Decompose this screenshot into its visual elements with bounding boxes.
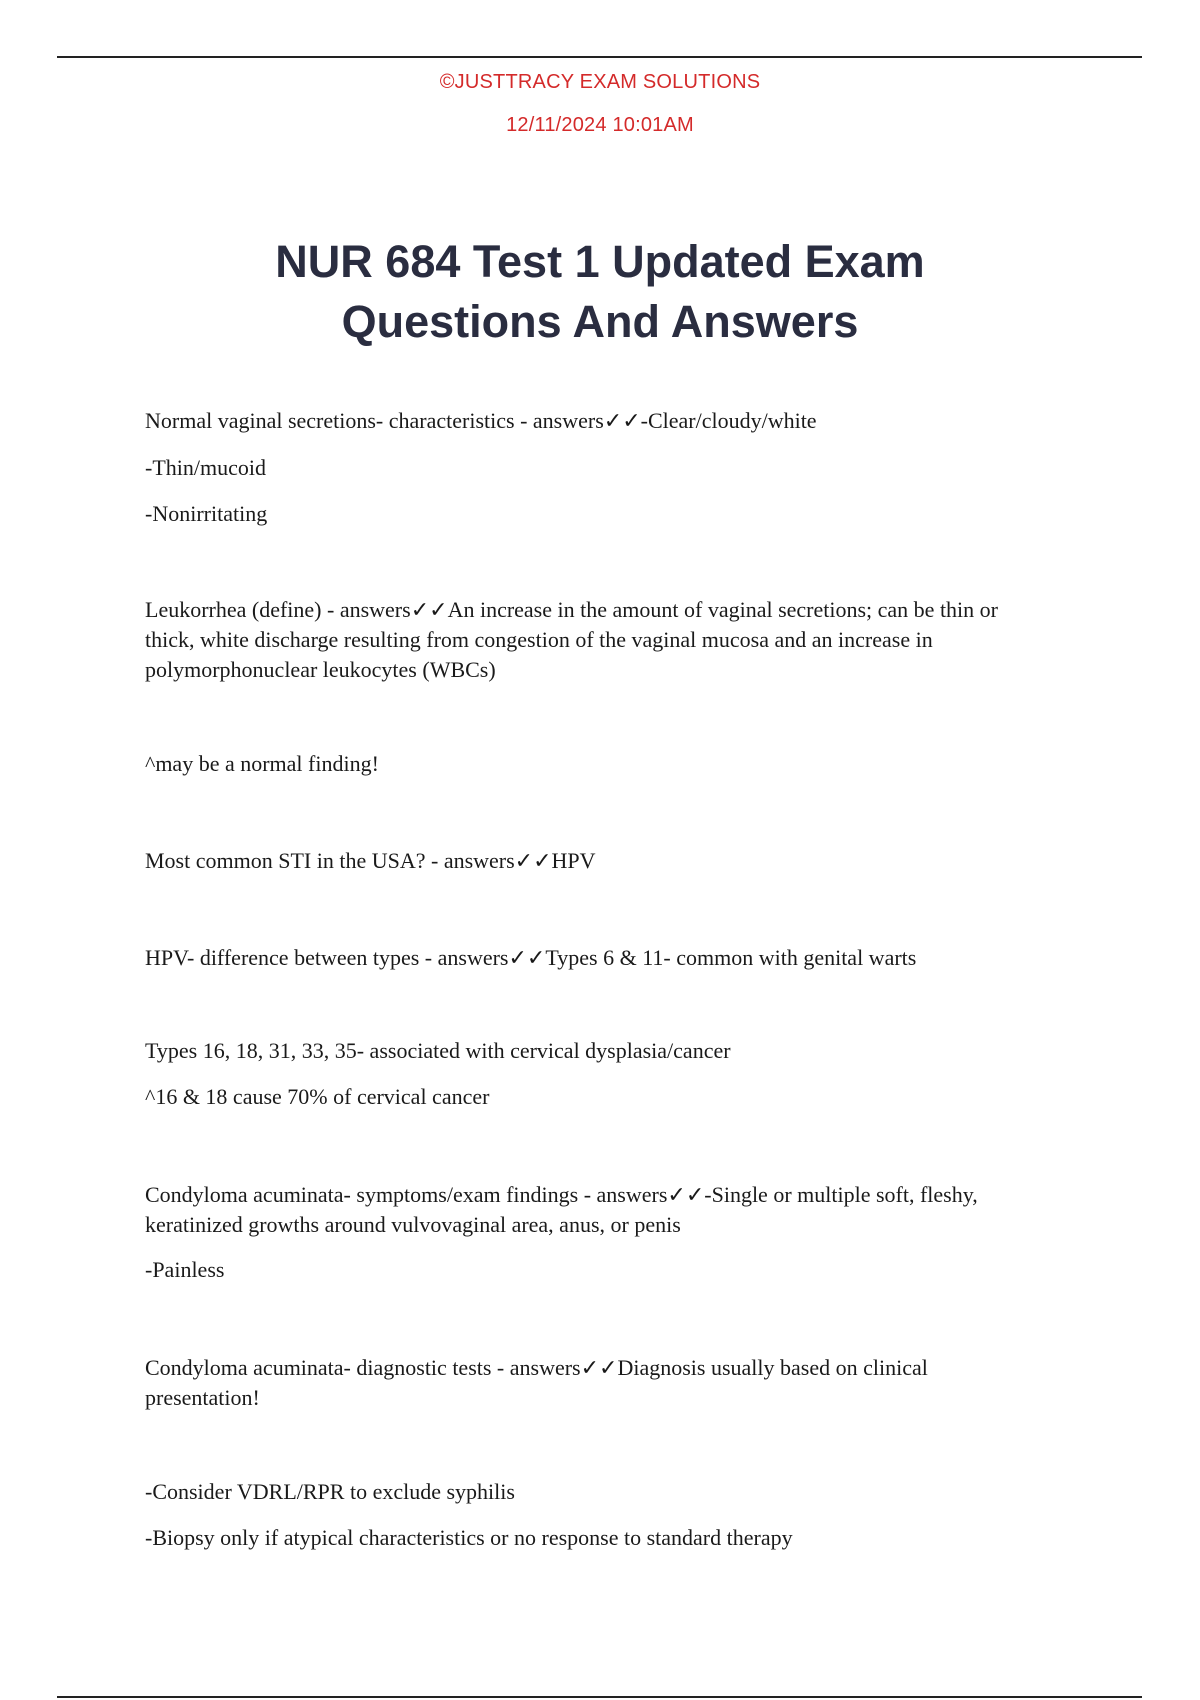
header-brand: ©JUSTTRACY EXAM SOLUTIONS <box>439 71 761 93</box>
answer-line-biopsy: -Biopsy only if atypical characteristics or no response to standard therapy <box>145 1525 793 1550</box>
answer-line-painless: -Painless <box>145 1257 225 1282</box>
header-timestamp: 12/11/2024 10:01AM <box>506 114 694 136</box>
qa-leukorrhea: Leukorrhea (define) - answers✓✓An increase in the amount of vaginal secretions; can be thin or thick, white discharge resulting from congestion of the vaginal mucosa and an increase in polymorphonuclear leukocytes (WBCs) <box>145 597 998 682</box>
top-rule <box>57 56 1142 58</box>
document-title <box>100 232 1100 352</box>
qa-condyloma-diagnostics: Condyloma acuminata- diagnostic tests - answers✓✓Diagnosis usually based on clinical presentation! <box>145 1355 928 1410</box>
answer-line-high-risk-types: Types 16, 18, 31, 33, 35- associated with cervical dysplasia/cancer <box>145 1038 731 1063</box>
answer-line-thin-mucoid: -Thin/mucoid <box>145 455 266 480</box>
answer-line-vdrl: -Consider VDRL/RPR to exclude syphilis <box>145 1479 515 1504</box>
note-normal-finding: ^may be a normal finding! <box>145 751 379 776</box>
bottom-rule <box>57 1696 1142 1698</box>
qa-normal-secretions: Normal vaginal secretions- characteristics - answers✓✓-Clear/cloudy/white <box>145 408 817 433</box>
note-cervical-cancer: ^16 & 18 cause 70% of cervical cancer <box>145 1084 490 1109</box>
qa-condyloma-symptoms: Condyloma acuminata- symptoms/exam findings - answers✓✓-Single or multiple soft, fleshy, keratinized growths around vulvovaginal area, anus, or penis <box>145 1182 978 1237</box>
qa-hpv-types: HPV- difference between types - answers✓✓Types 6 & 11- common with genital warts <box>145 945 917 970</box>
title-line-1: NUR 684 Test 1 Updated Exam <box>275 236 925 287</box>
title-line-2: Questions And Answers <box>341 296 859 347</box>
answer-line-nonirritating: -Nonirritating <box>145 501 268 526</box>
qa-most-common-sti: Most common STI in the USA? - answers✓✓HPV <box>145 848 596 873</box>
